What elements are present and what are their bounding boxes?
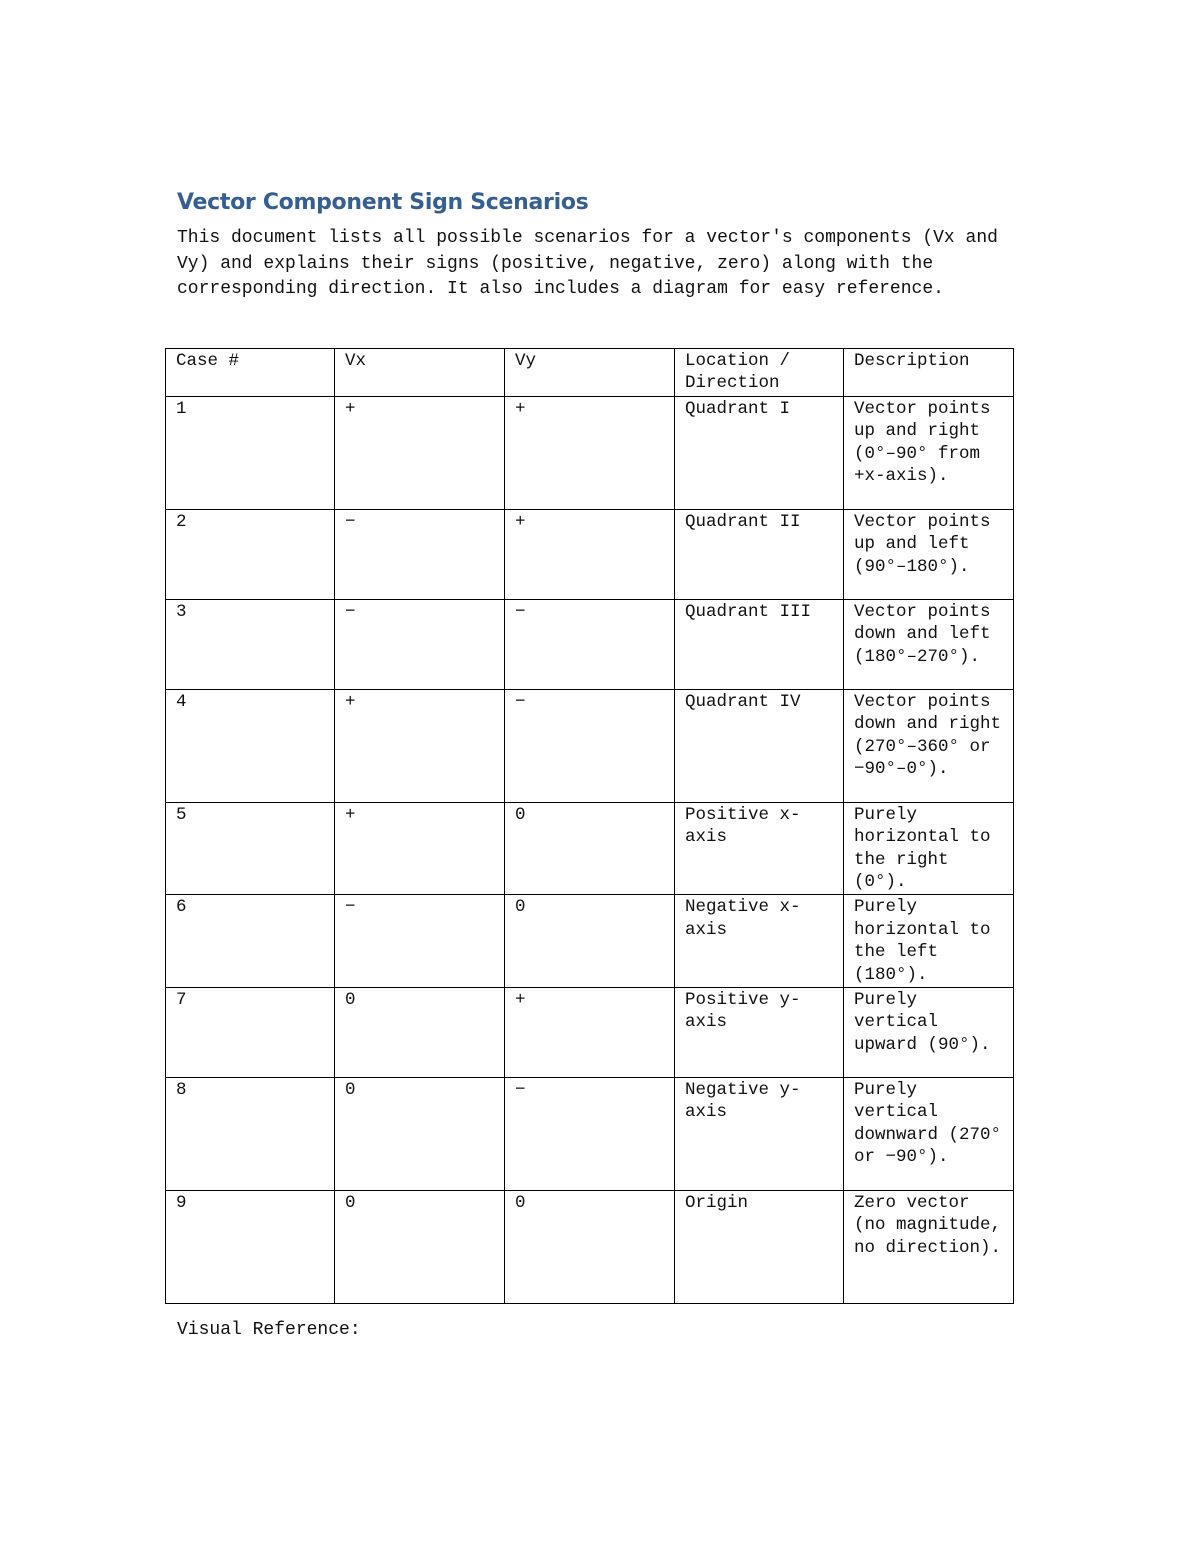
- cell-vx: 0: [335, 1191, 505, 1304]
- table-row: [166, 1191, 1014, 1304]
- cell-vy: +: [505, 988, 675, 1078]
- sign-scenarios-table: [165, 348, 1014, 1304]
- cell-vx: +: [335, 396, 505, 509]
- cell-case: 8: [166, 1078, 335, 1191]
- header-vy: Vy: [505, 349, 675, 397]
- cell-case: 9: [166, 1191, 335, 1304]
- table-row: [166, 689, 1014, 802]
- cell-description: Vector points down and right (270°–360° or −90°–0°).: [844, 689, 1014, 802]
- cell-vx: −: [335, 599, 505, 689]
- table-row: [166, 1078, 1014, 1191]
- cell-description: Zero vector (no magnitude, no direction).: [844, 1191, 1014, 1304]
- cell-location: Quadrant II: [675, 509, 844, 599]
- cell-location: Origin: [675, 1191, 844, 1304]
- cell-case: 6: [166, 895, 335, 988]
- table-row: [166, 509, 1014, 599]
- cell-location: Quadrant III: [675, 599, 844, 689]
- cell-case: 4: [166, 689, 335, 802]
- cell-location: Positive y-axis: [675, 988, 844, 1078]
- cell-vx: +: [335, 802, 505, 895]
- cell-description: Purely vertical downward (270° or −90°).: [844, 1078, 1014, 1191]
- cell-description: Purely horizontal to the right (0°).: [844, 802, 1014, 895]
- cell-vx: 0: [335, 988, 505, 1078]
- cell-vx: 0: [335, 1078, 505, 1191]
- header-vx: Vx: [335, 349, 505, 397]
- cell-location: Quadrant I: [675, 396, 844, 509]
- cell-case: 2: [166, 509, 335, 599]
- cell-location: Negative x-axis: [675, 895, 844, 988]
- header-location: Location / Direction: [675, 349, 844, 397]
- cell-vy: −: [505, 599, 675, 689]
- cell-location: Negative y-axis: [675, 1078, 844, 1191]
- cell-vx: −: [335, 509, 505, 599]
- cell-location: Positive x-axis: [675, 802, 844, 895]
- cell-description: Purely vertical upward (90°).: [844, 988, 1014, 1078]
- cell-description: Vector points up and left (90°–180°).: [844, 509, 1014, 599]
- cell-vy: 0: [505, 802, 675, 895]
- document-title: Vector Component Sign Scenarios: [177, 190, 589, 215]
- cell-vy: −: [505, 689, 675, 802]
- cell-vx: −: [335, 895, 505, 988]
- cell-vy: +: [505, 509, 675, 599]
- table-row: [166, 988, 1014, 1078]
- cell-case: 1: [166, 396, 335, 509]
- intro-paragraph: This document lists all possible scenarios for a vector's components (Vx and Vy) and explains their signs (positive, negative, zero) along with the corresponding direction. It also includes a diagram for easy reference.: [177, 228, 998, 300]
- visual-reference-label: Visual Reference:: [177, 1320, 361, 1340]
- header-case: Case #: [166, 349, 335, 397]
- table-row: [166, 599, 1014, 689]
- table-row: [166, 895, 1014, 988]
- cell-case: 5: [166, 802, 335, 895]
- cell-vy: −: [505, 1078, 675, 1191]
- cell-description: Vector points up and right (0°–90° from +x-axis).: [844, 396, 1014, 509]
- table-row: [166, 802, 1014, 895]
- table-row: [166, 396, 1014, 509]
- cell-description: Purely horizontal to the left (180°).: [844, 895, 1014, 988]
- cell-location: Quadrant IV: [675, 689, 844, 802]
- cell-description: Vector points down and left (180°–270°).: [844, 599, 1014, 689]
- cell-case: 3: [166, 599, 335, 689]
- cell-vx: +: [335, 689, 505, 802]
- cell-vy: +: [505, 396, 675, 509]
- table-header-row: [166, 349, 1014, 397]
- header-description: Description: [844, 349, 1014, 397]
- cell-vy: 0: [505, 1191, 675, 1304]
- cell-vy: 0: [505, 895, 675, 988]
- cell-case: 7: [166, 988, 335, 1078]
